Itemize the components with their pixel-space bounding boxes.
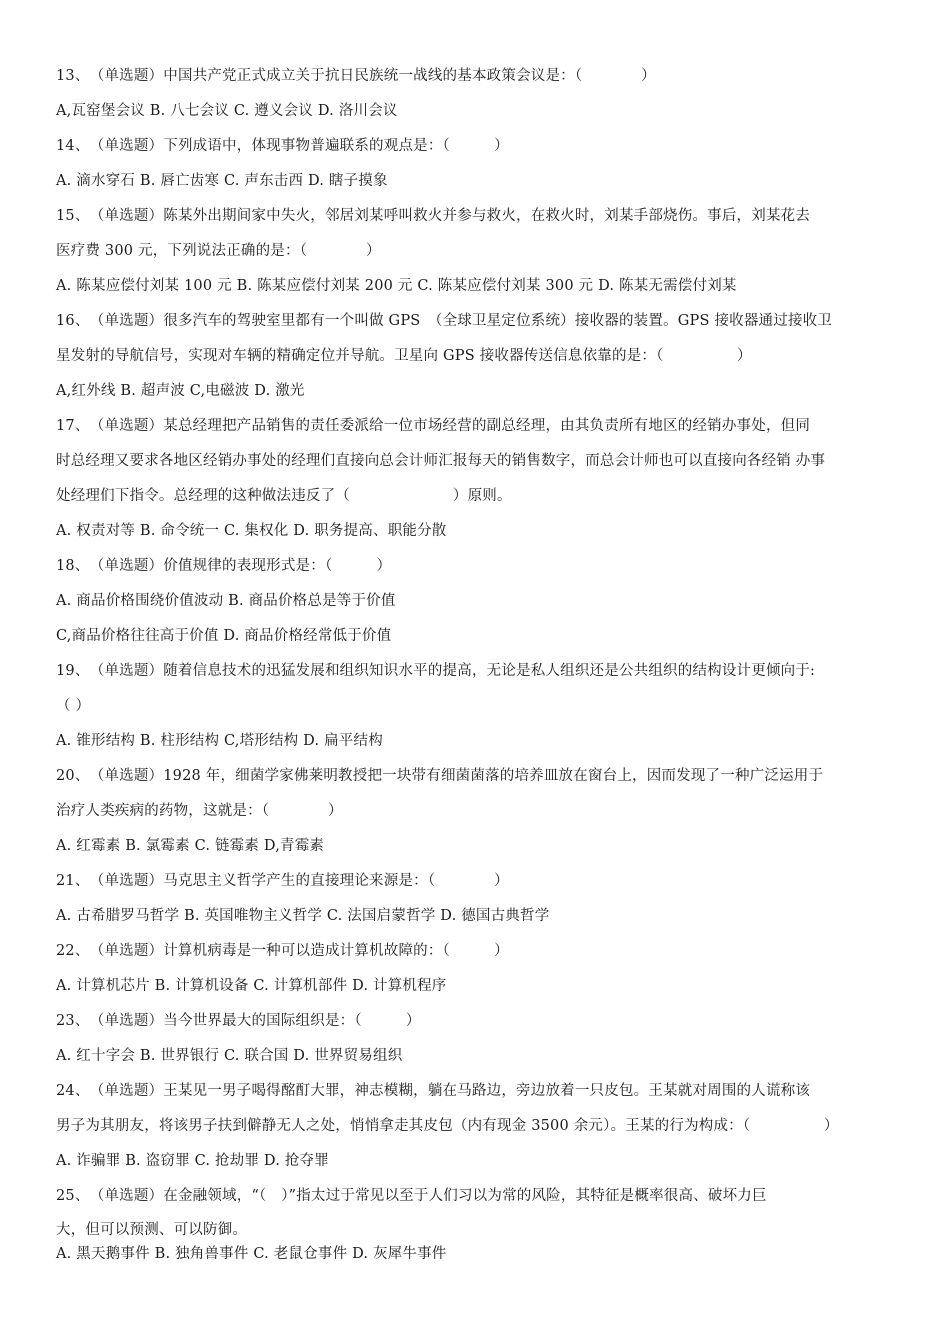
question-18-options-line-2: C,商品价格往往高于价值 D. 商品价格经常低于价值 (56, 628, 392, 644)
question-17-text-line-1: 17、 （单选题）某总经理把产品销售的责任委派给一位市场经营的副总经理，由其负责所有地区的经销办事处，但同 (56, 418, 811, 434)
question-17-options: A. 权责对等 B. 命令统一 C. 集权化 D. 职务提高、职能分散 (56, 523, 447, 539)
question-13-options: A,瓦窑堡会议 B. 八七会议 C. 遵义会议 D. 洛川会议 (56, 103, 398, 119)
question-20-text-line-1: 20、 （单选题）1928 年，细菌学家佛莱明教授把一块带有细菌菌落的培养皿放在窗台上，因而发现了一种广泛运用于 (56, 768, 824, 784)
question-19-text-line-2: （ ） (56, 698, 91, 714)
question-15-text-line-1: 15、 （单选题）陈某外出期间家中失火，邻居刘某呼叫救火并参与救火，在救火时，刘某手部烧伤。事后，刘某花去 (56, 208, 811, 224)
question-25-options: A. 黑天鹅事件 B. 独角兽事件 C. 老鼠仓事件 D. 灰犀牛事件 (56, 1246, 447, 1262)
question-18-text: 18、 （单选题）价值规律的表现形式是：（ ） (56, 558, 392, 574)
question-24-text-line-2: 男子为其朋友，将该男子扶到僻静无人之处，悄悄拿走其皮包（内有现金 3500 余元）。王某的行为构成：（ ） (56, 1118, 839, 1134)
question-19-options: A. 锥形结构 B. 柱形结构 C,塔形结构 D. 扁平结构 (56, 733, 383, 749)
question-15-text-line-2: 医疗费 300 元，下列说法正确的是：（ ） (56, 243, 381, 259)
question-22-options: A. 计算机芯片 B. 计算机设备 C. 计算机部件 D. 计算机程序 (56, 978, 447, 994)
question-21-options: A. 古希腊罗马哲学 B. 英国唯物主义哲学 C. 法国启蒙哲学 D. 德国古典哲学 (56, 908, 550, 924)
question-20-text-line-2: 治疗人类疾病的药物，这就是：（ ） (56, 803, 343, 819)
question-25-text-line-2: 大，但可以预测、可以防御。 (56, 1222, 248, 1238)
question-17-text-line-3: 处经理们下指令。总经理的这种做法违反了（ ）原则。 (56, 488, 512, 504)
question-20-options: A. 红霉素 B. 氯霉素 C. 链霉素 D,青霉素 (56, 838, 325, 854)
question-14-options: A. 滴水穿石 B. 唇亡齿寒 C. 声东击西 D. 瞎子摸象 (56, 173, 388, 189)
question-25-text-line-1: 25、 （单选题）在金融领域，“（ ）”指太过于常见以至于人们习以为常的风险，其特征是概率很高、破坏力巨 (56, 1188, 767, 1204)
question-18-options-line-1: A. 商品价格围绕价值波动 B. 商品价格总是等于价值 (56, 593, 396, 609)
question-13-text: 13、 （单选题）中国共产党正式成立关于抗日民族统一战线的基本政策会议是：（ ） (56, 68, 656, 84)
question-15-options: A. 陈某应偿付刘某 100 元 B. 陈某应偿付刘某 200 元 C. 陈某应偿付刘某 300 元 D. 陈某无需偿付刘某 (56, 278, 737, 294)
question-23-options: A. 红十字会 B. 世界银行 C. 联合国 D. 世界贸易组织 (56, 1048, 403, 1064)
question-16-text-line-2: 星发射的导航信号，实现对车辆的精确定位并导航。卫星向 GPS 接收器传送信息依靠的是：（ ） (56, 348, 752, 364)
question-17-text-line-2: 时总经理又要求各地区经销办事处的经理们直接向总会计师汇报每天的销售数字，而总会计师也可以直接向各经销 办事 (56, 453, 826, 469)
question-24-options: A. 诈骗罪 B. 盗窃罪 C. 抢劫罪 D. 抢夺罪 (56, 1153, 329, 1169)
question-23-text: 23、 （单选题）当今世界最大的国际组织是：（ ） (56, 1013, 421, 1029)
question-16-text-line-1: 16、 （单选题）很多汽车的驾驶室里都有一个叫做 GPS （全球卫星定位系统）接收器的装置。GPS 接收器通过接收卫 (56, 313, 833, 329)
question-22-text: 22、 （单选题）计算机病毒是一种可以造成计算机故障的：（ ） (56, 943, 509, 959)
question-14-text: 14、 （单选题）下列成语中，体现事物普遍联系的观点是：（ ） (56, 138, 509, 154)
question-19-text-line-1: 19、 （单选题）随着信息技术的迅猛发展和组织知识水平的提高，无论是私人组织还是公共组织的结构设计更倾向于: (56, 663, 816, 679)
question-16-options: A,红外线 B. 超声波 C,电磁波 D. 激光 (56, 383, 305, 399)
question-21-text: 21、 （单选题）马克思主义哲学产生的直接理论来源是：（ ） (56, 873, 509, 889)
question-24-text-line-1: 24、 （单选题）王某见一男子喝得酩酊大罪，神志模糊，躺在马路边，旁边放着一只皮包。王某就对周围的人谎称该 (56, 1083, 811, 1099)
